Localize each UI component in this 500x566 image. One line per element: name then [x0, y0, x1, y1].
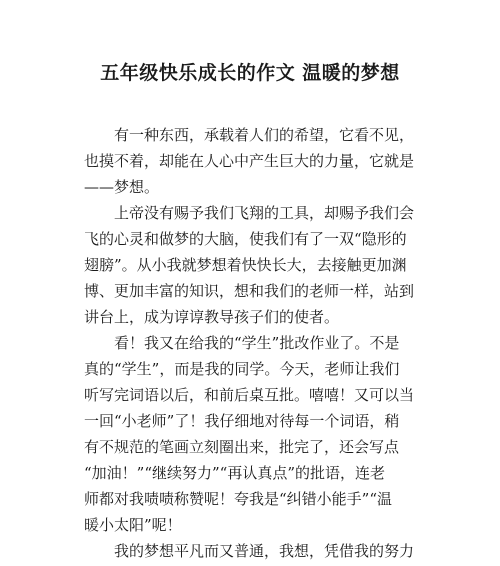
text-line: 暖小太阳”呢！: [84, 516, 182, 534]
text-line: 看！我又在给我的“学生”批改作业了。不是: [114, 334, 400, 352]
paragraph-4: [84, 538, 424, 564]
text-line: 有不规范的笔画立刻圈出来，批完了，还会写点: [84, 438, 400, 456]
paragraph-3: [84, 330, 424, 538]
document-title: 五年级快乐成长的作文 温暖的梦想: [100, 62, 400, 84]
text-line: ——梦想。: [84, 178, 160, 196]
text-line: 一回“小老师”了！我仔细地对待每一个词语，稍: [84, 412, 400, 430]
text-line: 有一种东西，承载着人们的希望，它看不见，: [114, 126, 415, 144]
text-line: 我的梦想平凡而又普通，我想，凭借我的努力: [114, 542, 415, 560]
paragraph-1: [84, 122, 424, 200]
text-line: 也摸不着，却能在人心中产生巨大的力量，它就是: [84, 152, 415, 170]
text-line: “加油！”“继续努力”“再认真点”的批语，连老: [84, 464, 386, 482]
text-line: 飞的心灵和做梦的大脑，使我们有了一双“隐形的: [84, 230, 407, 248]
text-line: 真的“学生”，而是我的同学。今天，老师让我们: [84, 360, 400, 378]
paragraph-2: [84, 200, 424, 330]
text-line: 师都对我啧啧称赞呢！夸我是“纠错小能手”“温: [84, 490, 393, 508]
text-line: 博、更加丰富的知识，想和我们的老师一样，站到: [84, 282, 415, 300]
document-body: [84, 122, 424, 564]
text-line: 翅膀”。从小我就梦想着快快长大，去接触更加渊: [84, 256, 407, 274]
text-line: 上帝没有赐予我们飞翔的工具，却赐予我们会: [114, 204, 415, 222]
text-line: 讲台上，成为谆谆教导孩子们的使者。: [84, 308, 340, 326]
text-line: 听写完词语以后，和前后桌互批。嘻嘻！又可以当: [84, 386, 415, 404]
